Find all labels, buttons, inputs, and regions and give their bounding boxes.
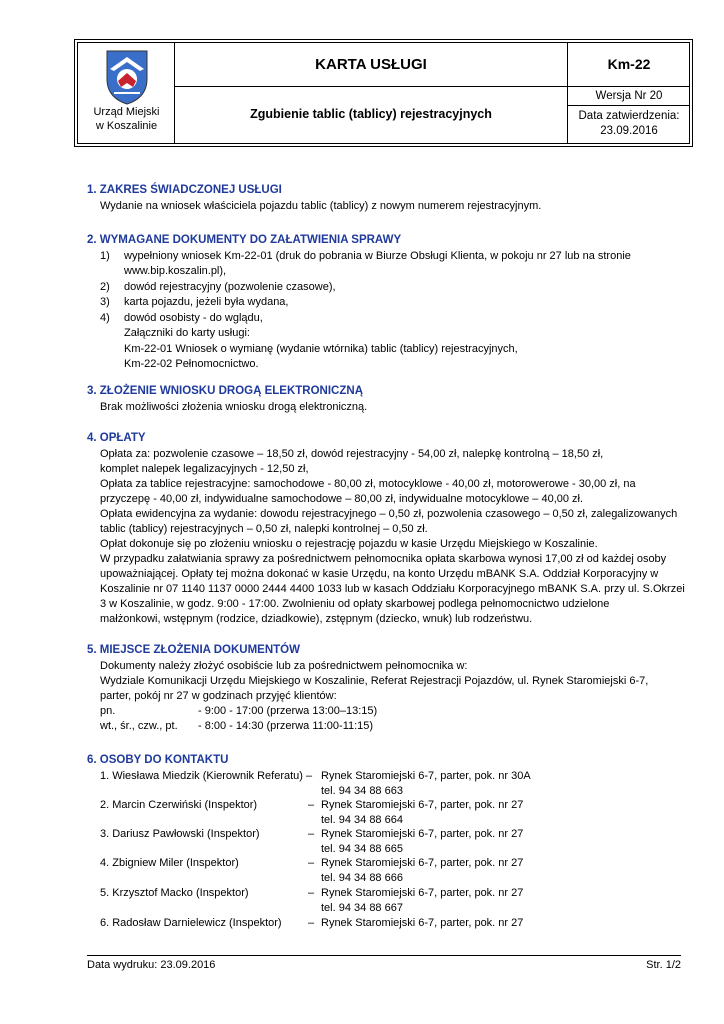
section-1-text: Wydanie na wniosek właściciela pojazdu tablic (tablicy) z nowym numerem rejestracyjnym. — [100, 200, 542, 212]
fee-line: małżonkowi, wstępnym (rodzice, dziadkowie), zstępnym (dziecko, wnuk) lub rodzeństwu. — [100, 613, 533, 625]
contact-dash: – — [308, 887, 315, 899]
contact-dash: – — [308, 799, 315, 811]
fee-line: Koszalinie nr 07 1140 1137 0000 2444 4400 1033 lub w kasach Oddziału Korporacyjnego mBANK S.A. przy ul. S.Okrzei — [100, 583, 685, 595]
contact-name: 5. Krzysztof Macko (Inspektor) — [100, 887, 249, 899]
place-line: parter, pokój nr 27 w godzinach przyjęć klientów: — [100, 690, 337, 702]
footer-divider — [87, 955, 681, 956]
section-1-heading: 1. ZAKRES ŚWIADCZONEJ USŁUGI — [87, 184, 282, 196]
fee-line: przyczepę - 40,00 zł, indywidualne samochodowe – 80,00 zł, indywidualne motocyklowe – 40,00 zł. — [100, 493, 584, 505]
contact-name: 4. Zbigniew Miler (Inspektor) — [100, 857, 239, 869]
list-item-1-cont: www.bip.koszalin.pl), — [124, 265, 227, 277]
section-4-heading: 4. OPŁATY — [87, 432, 146, 444]
contact-address: Rynek Staromiejski 6-7, parter, pok. nr 27 — [321, 917, 524, 929]
contact-dash: – — [308, 828, 315, 840]
contact-name: 2. Marcin Czerwiński (Inspektor) — [100, 799, 258, 811]
document-header — [77, 42, 690, 144]
contact-dash: – — [308, 857, 315, 869]
contact-phone: tel. 94 34 88 663 — [321, 785, 403, 797]
attachment-2: Km-22-02 Pełnomocnictwo. — [124, 358, 259, 370]
fee-line: Opłat dokonuje się po złożeniu wniosku o rejestrację pojazdu w kasie Urzędu Miejskiego w Koszalinie. — [100, 538, 598, 550]
version: Wersja Nr 20 — [595, 90, 663, 102]
card-meta — [567, 43, 690, 143]
list-item-3: karta pojazdu, jeżeli była wydana, — [124, 296, 289, 308]
logo-cell — [78, 43, 175, 143]
hours-time: - 9:00 - 17:00 (przerwa 13:00–13:15) — [198, 705, 378, 717]
card-title: KARTA USŁUGI — [315, 56, 427, 73]
place-line: Wydziale Komunikacji Urzędu Miejskiego w Koszalinie, Referat Rejestracji Pojazdów, ul. Rynek Staromiejski 6-7, — [100, 675, 649, 687]
contact-name: 3. Dariusz Pawłowski (Inspektor) — [100, 828, 260, 840]
list-number: 1) — [100, 250, 110, 262]
list-item-1: wypełniony wniosek Km-22-01 (druk do pobrania w Biurze Obsługi Klienta, w pokoju nr 27 lub na stronie — [124, 250, 631, 262]
approval-date: Data zatwierdzenia: 23.09.2016 — [578, 110, 680, 137]
fee-line: Opłata za tablice rejestracyjne: samochodowe - 80,00 zł, motocyklowe - 40,00 zł, motorowerowe - 30,00 zł, na — [100, 478, 636, 490]
contact-phone: tel. 94 34 88 667 — [321, 902, 403, 914]
list-number: 4) — [100, 312, 110, 324]
section-2-heading: 2. WYMAGANE DOKUMENTY DO ZAŁATWIENIA SPRAWY — [87, 234, 402, 246]
fee-line: Opłata za: pozwolenie czasowe – 18,50 zł, dowód rejestracyjny - 54,00 zł, nalepkę kontrolną – 18,50 zł, — [100, 448, 604, 460]
contact-address: Rynek Staromiejski 6-7, parter, pok. nr 27 — [321, 799, 524, 811]
hours-time: - 8:00 - 14:30 (przerwa 11:00-11:15) — [198, 720, 374, 732]
section-6-heading: 6. OSOBY DO KONTAKTU — [87, 754, 229, 766]
contact-phone: tel. 94 34 88 665 — [321, 843, 403, 855]
contact-phone: tel. 94 34 88 666 — [321, 872, 403, 884]
office-name: Urząd Miejski w Koszalinie — [93, 106, 160, 132]
section-5-heading: 5. MIEJSCE ZŁOŻENIA DOKUMENTÓW — [87, 644, 300, 656]
list-item-2: dowód rejestracyjny (pozwolenie czasowe), — [124, 281, 336, 293]
section-3-heading: 3. ZŁOŻENIE WNIOSKU DROGĄ ELEKTRONICZNĄ — [87, 385, 363, 397]
page-number: Str. 1/2 — [646, 959, 681, 971]
fee-line: 3 w Koszalinie, w godz. 9:00 - 17:00. Zwolnieniu od opłaty skarbowej podlega pełnomocnictwo udzielone — [100, 598, 610, 610]
service-title: Zgubienie tablic (tablicy) rejestracyjnych — [250, 107, 492, 121]
fee-line: komplet nalepek legalizacyjnych - 12,50 zł, — [100, 463, 309, 475]
contact-phone: tel. 94 34 88 664 — [321, 814, 403, 826]
fee-line: tablic (tablicy) rejestracyjnych – 0,50 zł, nalepki kontrolnej – 0,50 zł. — [100, 523, 428, 535]
section-3-text: Brak możliwości złożenia wniosku drogą elektroniczną. — [100, 401, 368, 413]
koszalin-crest-icon — [104, 49, 150, 105]
contact-name: 6. Radosław Darnielewicz (Inspektor) — [100, 917, 282, 929]
fee-line: Opłata ewidencyjna za wydanie: dowodu rejestracyjnego – 0,50 zł, pozwolenia czasowego – 0,50 zł, zalegalizowanych — [100, 508, 678, 520]
attachment-1: Km-22-01 Wniosek o wymianę (wydanie wtórnika) tablic (tablicy) rejestracyjnych, — [124, 343, 518, 355]
list-item-4: dowód osobisty - do wglądu, — [124, 312, 263, 324]
print-date: Data wydruku: 23.09.2016 — [87, 959, 216, 971]
contact-address: Rynek Staromiejski 6-7, parter, pok. nr 30A — [321, 770, 531, 782]
place-line: Dokumenty należy złożyć osobiście lub za pośrednictwem pełnomocnika w: — [100, 660, 468, 672]
list-number: 2) — [100, 281, 110, 293]
card-code: Km-22 — [607, 56, 651, 72]
contact-address: Rynek Staromiejski 6-7, parter, pok. nr 27 — [321, 828, 524, 840]
list-number: 3) — [100, 296, 110, 308]
contact-address: Rynek Staromiejski 6-7, parter, pok. nr 27 — [321, 887, 524, 899]
fee-line: upoważniającej. Opłaty tej można dokonać w kasie Urzędu, na konto Urzędu mBANK S.A. Oddział Korporacyjny w — [100, 568, 659, 580]
fee-line: W przypadku załatwiania sprawy za pośrednictwem pełnomocnika opłata skarbowa wynosi 17,00 zł od każdej osoby — [100, 553, 667, 565]
attachments-label: Załączniki do karty usługi: — [124, 327, 250, 339]
contact-address: Rynek Staromiejski 6-7, parter, pok. nr 27 — [321, 857, 524, 869]
contact-dash: – — [308, 917, 315, 929]
hours-day: pn. — [100, 705, 116, 717]
hours-day: wt., śr., czw., pt. — [100, 720, 178, 732]
contact-name: 1. Wiesława Miedzik (Kierownik Referatu) – — [100, 770, 313, 782]
